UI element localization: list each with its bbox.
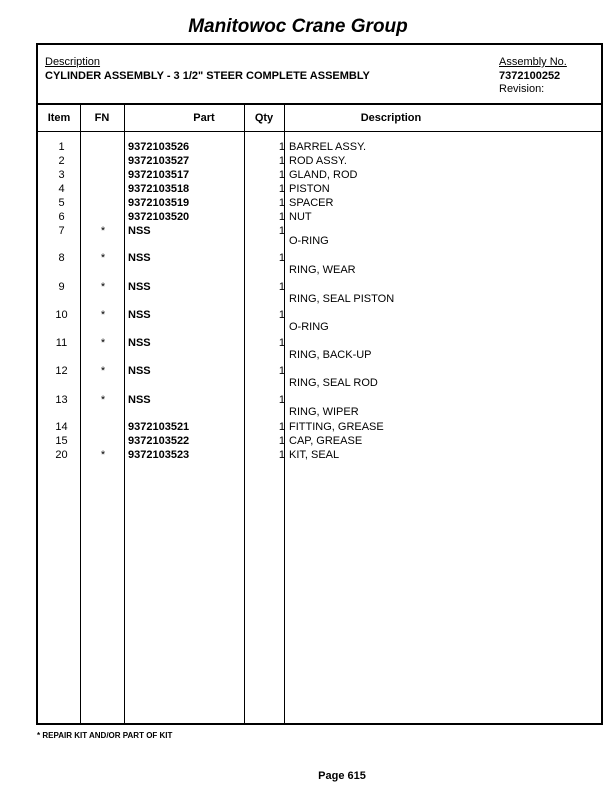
qty-cell: 1 (278, 252, 285, 264)
col-header-part: Part (193, 112, 215, 124)
qty-cell: 1 (278, 337, 285, 349)
part-number-cell: NSS (128, 281, 151, 293)
item-cell: 7 (58, 225, 65, 237)
footnote: * REPAIR KIT AND/OR PART OF KIT (37, 731, 173, 740)
item-cell: 4 (58, 183, 65, 195)
qty-cell: 1 (278, 435, 285, 447)
table-row (38, 435, 601, 449)
qty-cell: 1 (278, 281, 285, 293)
table-row (38, 225, 601, 247)
part-number-cell: NSS (128, 337, 151, 349)
col-header-item: Item (47, 112, 71, 124)
part-number-cell: 9372103526 (128, 141, 190, 153)
part-number-cell: 9372103517 (128, 169, 190, 181)
table-row (38, 337, 601, 361)
item-cell: 15 (55, 435, 68, 447)
part-number-cell: 9372103522 (128, 435, 190, 447)
parts-list-frame (36, 43, 603, 725)
table-row (38, 365, 601, 389)
fn-cell: * (100, 281, 106, 293)
fn-cell: * (100, 337, 106, 349)
item-cell: 11 (55, 337, 68, 349)
description-cell: BARREL ASSY. (289, 141, 367, 153)
table-row (38, 183, 601, 197)
col-header-description: Description (360, 112, 422, 124)
description-cell: ROD ASSY. (289, 155, 347, 167)
brand-title: Manitowoc Crane Group (188, 16, 408, 37)
table-row (38, 394, 601, 418)
description-label: Description (45, 56, 101, 68)
part-number-cell: 9372103519 (128, 197, 190, 209)
table-row (38, 421, 601, 435)
part-number-cell: 9372103527 (128, 155, 190, 167)
qty-cell: 1 (278, 183, 285, 195)
fn-cell: * (100, 394, 106, 406)
table-row (38, 309, 601, 333)
description-cell: RING, SEAL ROD (289, 377, 378, 389)
qty-cell: 1 (278, 421, 285, 433)
part-number-cell: NSS (128, 394, 151, 406)
table-row (38, 449, 601, 463)
description-cell: RING, WEAR (289, 264, 356, 276)
assembly-header (38, 45, 601, 105)
item-cell: 13 (55, 394, 68, 406)
table-row (38, 211, 601, 225)
qty-cell: 1 (278, 449, 285, 461)
qty-cell: 1 (278, 141, 285, 153)
fn-cell: * (100, 225, 106, 237)
item-cell: 20 (55, 449, 68, 461)
part-number-cell: NSS (128, 365, 151, 377)
item-cell: 2 (58, 155, 65, 167)
part-number-cell: 9372103520 (128, 211, 190, 223)
fn-cell: * (100, 365, 106, 377)
description-cell: GLAND, ROD (289, 169, 358, 181)
fn-cell: * (100, 309, 106, 321)
col-header-fn: FN (94, 112, 110, 124)
table-row (38, 281, 601, 305)
item-cell: 12 (55, 365, 68, 377)
description-cell: NUT (289, 211, 312, 223)
assembly-number-value: 7372100252 (499, 70, 561, 82)
table-row (38, 155, 601, 169)
part-number-cell: NSS (128, 252, 151, 264)
item-cell: 10 (55, 309, 68, 321)
description-cell: O-RING (289, 321, 329, 333)
description-value: CYLINDER ASSEMBLY - 3 1/2" STEER COMPLETE ASSEMBLY (45, 70, 370, 82)
description-cell: FITTING, GREASE (289, 421, 384, 433)
page-number: Page 615 (318, 770, 366, 782)
qty-cell: 1 (278, 211, 285, 223)
table-row (38, 169, 601, 183)
item-cell: 6 (58, 211, 65, 223)
description-cell: RING, WIPER (289, 406, 359, 418)
qty-cell: 1 (278, 169, 285, 181)
qty-cell: 1 (278, 155, 285, 167)
qty-cell: 1 (278, 225, 285, 237)
item-cell: 5 (58, 197, 65, 209)
qty-cell: 1 (278, 365, 285, 377)
item-cell: 3 (58, 169, 65, 181)
part-number-cell: 9372103523 (128, 449, 190, 461)
item-cell: 14 (55, 421, 68, 433)
table-row (38, 197, 601, 211)
item-cell: 8 (58, 252, 65, 264)
part-number-cell: NSS (128, 309, 151, 321)
description-cell: RING, BACK-UP (289, 349, 372, 361)
table-row (38, 252, 601, 276)
fn-cell: * (100, 252, 106, 264)
qty-cell: 1 (278, 197, 285, 209)
revision-label: Revision: (499, 83, 545, 95)
description-cell: KIT, SEAL (289, 449, 340, 461)
item-cell: 1 (58, 141, 65, 153)
qty-cell: 1 (278, 309, 285, 321)
description-cell: SPACER (289, 197, 334, 209)
assembly-number-label: Assembly No. (499, 56, 567, 68)
col-header-qty: Qty (254, 112, 274, 124)
table-row (38, 141, 601, 155)
item-cell: 9 (58, 281, 65, 293)
part-number-cell: 9372103518 (128, 183, 190, 195)
description-cell: RING, SEAL PISTON (289, 293, 395, 305)
part-number-cell: 9372103521 (128, 421, 190, 433)
description-cell: O-RING (289, 235, 329, 247)
qty-cell: 1 (278, 394, 285, 406)
description-cell: CAP, GREASE (289, 435, 363, 447)
description-cell: PISTON (289, 183, 330, 195)
fn-cell: * (100, 449, 106, 461)
part-number-cell: NSS (128, 225, 151, 237)
column-header-row (38, 103, 601, 132)
